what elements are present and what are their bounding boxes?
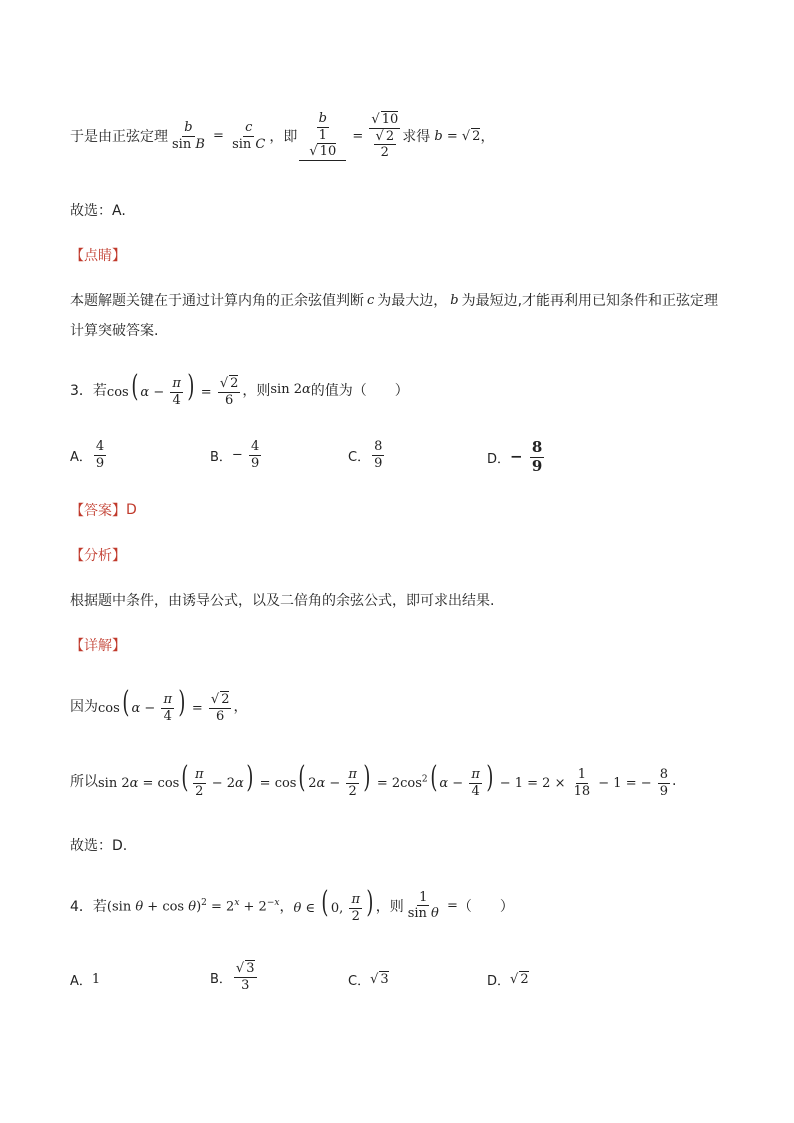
q4-option-b[interactable]: B． $\frac{√ 3}{3}$ [210,961,255,993]
answer-line: 【答案】 D [70,502,137,519]
choice-a-line: 故选：A. [70,203,126,219]
p1-prefix: 于是由正弦定理 [70,129,168,146]
choice-d-line: 故选：D. [70,838,128,854]
analysis-heading: 【分析】 [70,548,126,564]
q3-option-c[interactable]: C． $\frac{8}{9}$ [348,439,383,471]
sine-rule-formula: $\frac{b}{\text{sin B}}$ = $\frac{c}{\text{sin C}}$ [172,120,266,152]
q3-target: sin 2α [270,382,311,398]
q3-option-b[interactable]: B． − $\frac{4}{9}$ [210,439,260,471]
q3-option-d[interactable]: D． − $\frac{8}{9}$ [487,438,543,475]
detail-line-2: 所以 sin 2α = cos( $\frac{\pi}{2}$ − 2α) = cos( 2α − $\frac{\pi}{2}$ ) = $2\cos^2$( α − $\frac{\pi}{4}$ ) − 1 = 2 × $\frac{1}{18}$ − 1 = − $\frac{8}{9}$ . [70,760,677,799]
q4-option-c[interactable]: C． √ 3 [348,972,389,989]
p1-end: ， [480,129,495,146]
answer-value: D [126,502,137,518]
substitution-formula: $\frac{b}{\frac{1}{√ 10}}$ = $\frac{√ 10}{\frac{√ 2}{2}}$ [297,112,402,161]
detail-line-1: 因为 cos( α − $\frac{\pi}{4}$ ) = $\frac{√ 2}{6}$ ， [70,685,248,724]
q4-target: $\frac{1}{\text{sin θ}}$ = [407,889,458,922]
question-3: 3．若 cos( α − $\frac{\pi}{4}$ ) = $\frac{√ 2}{6}$ ，则 sin 2α 的值为（ ） [70,369,409,408]
q4-domain: θ ∈ ( 0, $\frac{\pi}{2}$ ) [293,885,374,924]
detail-heading: 【详解】 [70,638,126,654]
dianjing-text-1: 本题解题关键在于通过计算内角的正余弦值判断 c 为最大边， b 为最短边,才能再利用已知条件和正弦定理 [70,292,719,309]
q3-option-a[interactable]: A． $\frac{4}{9}$ [70,439,105,471]
dianjing-text-2: 计算突破答案. [70,323,159,339]
b-value-formula: b = √ 2 [434,128,481,144]
p1-mid: ，即 [269,129,298,146]
question-4: 4．若 (sin $\theta + \cos \theta)^2 = 2^x + 2^{-x}$ ， θ ∈ ( 0, $\frac{\pi}{2}$ ) ，则 $\frac{1}{\text{sin θ}}$ = （ ） [70,885,514,924]
dianjing-heading: 【点睛】 [70,248,126,264]
q4-option-d[interactable]: D． √ 2 [487,972,529,989]
q4-option-a[interactable]: A． 1 [70,972,101,989]
sine-rule-line [70,112,494,161]
q4-condition: (sin $\theta + \cos \theta)^2 = 2^x + 2^{-x}$ [106,897,280,914]
q3-condition: cos( α − $\frac{\pi}{4}$ ) = $\frac{√ 2}{6}$ [106,369,239,408]
analysis-text: 根据题中条件，由诱导公式，以及二倍角的余弦公式，即可求出结果. [70,593,495,609]
p1-suffix: 求得 [402,129,431,146]
